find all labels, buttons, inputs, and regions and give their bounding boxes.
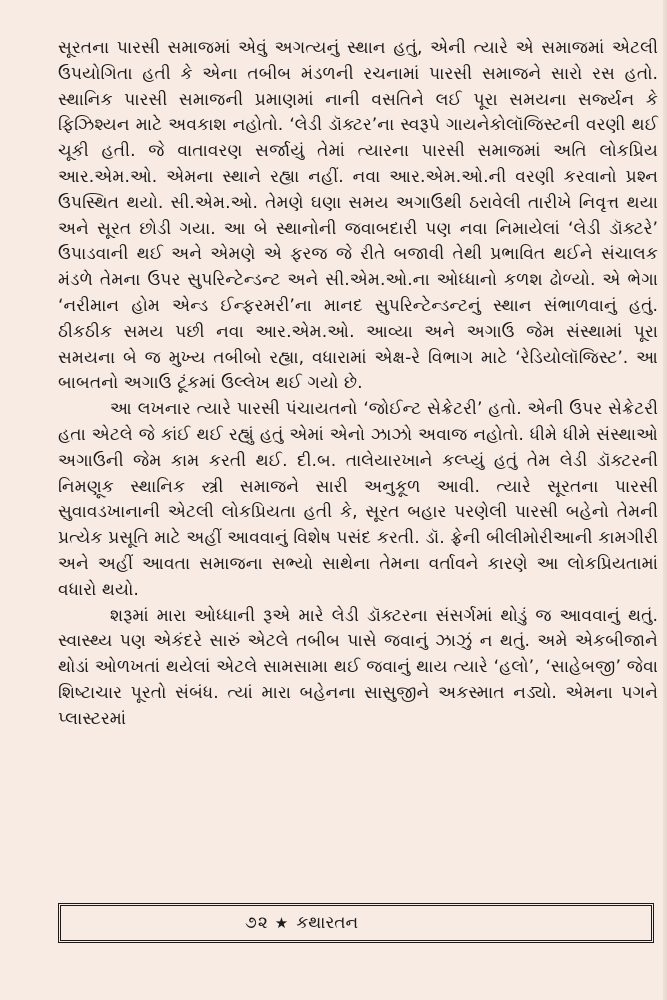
book-title: કથારતન	[296, 913, 359, 933]
page-edge	[663, 0, 667, 1000]
paragraph-2: આ લખનાર ત્યારે પારસી પંચાયતનો ‘જોઈન્ટ સેક્રેટરી’ હતો. એની ઉપર સેક્રેટરી હતા એટલે જે કાંઈ થઈ રહ્યું હતું એમાં એનો ઝાઝો અવાજ નહોતો. ધીમે ધીમે સંસ્થાઓ અગાઉની જેમ કામ કરતી થઈ. દી.બ. તાલેયારખાને કલ્પ્યું હતું તેમ લેડી ડૉક્ટરની નિમણૂક સ્થાનિક સ્ત્રી સમાજને સારી અનુકૂળ આવી. ત્યારે સૂરતના પારસી સુવાવડખાનાની એટલી લોકપ્રિયતા હતી કે, સૂરત બહાર પરણેલી પારસી બહેનો તેમની પ્રત્યેક પ્રસૂતિ માટે અહીં આવવાનું વિશેષ પસંદ કરતી. ડૉ. ફ્રેની બીલીમોરીઆની કામગીરી અને અહીં આવતા સમાજના સભ્યો સાથેના તેમના વર્તાવને કારણે આ લોકપ્રિયતામાં વધારો થયો.	[58, 399, 658, 600]
paragraph-1: સૂરતના પારસી સમાજમાં એવું અગત્યનું સ્થાન હતું, એની ત્યારે એ સમાજમાં એટલી ઉપયોગિતા હતી કે એના તબીબ મંડળની રચનામાં પારસી સમાજને સારો રસ હતો. સ્થાનિક પારસી સમાજની પ્રમાણમાં નાની વસતિને લઈ પૂરા સમયના સર્જ્યન કે ફિઝિશ્યન માટે અવકાશ નહોતો. ‘લેડી ડૉક્ટર’ના સ્વરૂપે ગાયનેકોલૉજિસ્ટની વરણી થઈ ચૂકી હતી. જે વાતાવરણ સર્જાયું તેમાં ત્યારના પારસી સમાજમાં અતિ લોકપ્રિય આર.એમ.ઓ. એમના સ્થાને રહ્યા નહીં. નવા આર.એમ.ઓ.ની વરણી કરવાનો પ્રશ્ન ઉપસ્થિત થયો. સી.એમ.ઓ. તેમણે ઘણા સમય અગાઉથી ઠરાવેલી તારીખે નિવૃત્ત થયા અને સૂરત છોડી ગયા. આ બે સ્થાનોની જવાબદારી પણ નવા નિમાયેલાં ‘લેડી ડૉક્ટરે’ ઉપાડવાની થઈ અને એમણે એ ફરજ જે રીતે બજાવી તેથી પ્રભાવિત થઈને સંચાલક મંડળે તેમના ઉપર સુપરિન્ટેન્ડન્ટ અને સી.એમ.ઓ.ના ઓધ્ધાનો કળશ ઢોળ્યો. એ ભેગા ‘નરીમાન હોમ એન્ડ ઈન્ફરમરી’ના માનદ સુપરિન્ટેન્ડન્ટનું સ્થાન સંભાળવાનું હતું. ઠીકઠીક સમય પછી નવા આર.એમ.ઓ. આવ્યા અને અગાઉ જેમ સંસ્થામાં પૂરા સમયના બે જ મુખ્ય તબીબો રહ્યા, વધારામાં એક્ષ-રે વિભાગ માટે ‘રેડિયોલૉજિસ્ટ’. આ બાબતનો અગાઉ ટૂંકમાં ઉલ્લેખ થઈ ગયો છે.	[58, 38, 658, 394]
paragraph-3: શરૂમાં મારા ઓધ્ધાની રૂએ મારે લેડી ડૉક્ટરના સંસર્ગમાં થોડું જ આવવાનું થતું. સ્વાસ્થ્ય પણ એકંદરે સારું એટલે તબીબ પાસે જવાનું ઝાઝું ન થતું. અમે એકબીજાને થોડાં ઓળખતાં થયેલાં એટલે સામસામા થઈ જવાનું થાય ત્યારે ‘હલો’, ‘સાહેબજી’ જેવા શિષ્ટાચાર પૂરતો સંબંધ. ત્યાં મારા બહેનના સાસુજીને અકસ્માત નડ્યો. એમના પગને પ્લાસ્ટરમાં	[58, 605, 658, 729]
page-number: ૭૨	[245, 913, 269, 933]
page-footer	[58, 903, 654, 943]
body-text	[58, 36, 658, 733]
star-icon: ★	[274, 914, 289, 932]
